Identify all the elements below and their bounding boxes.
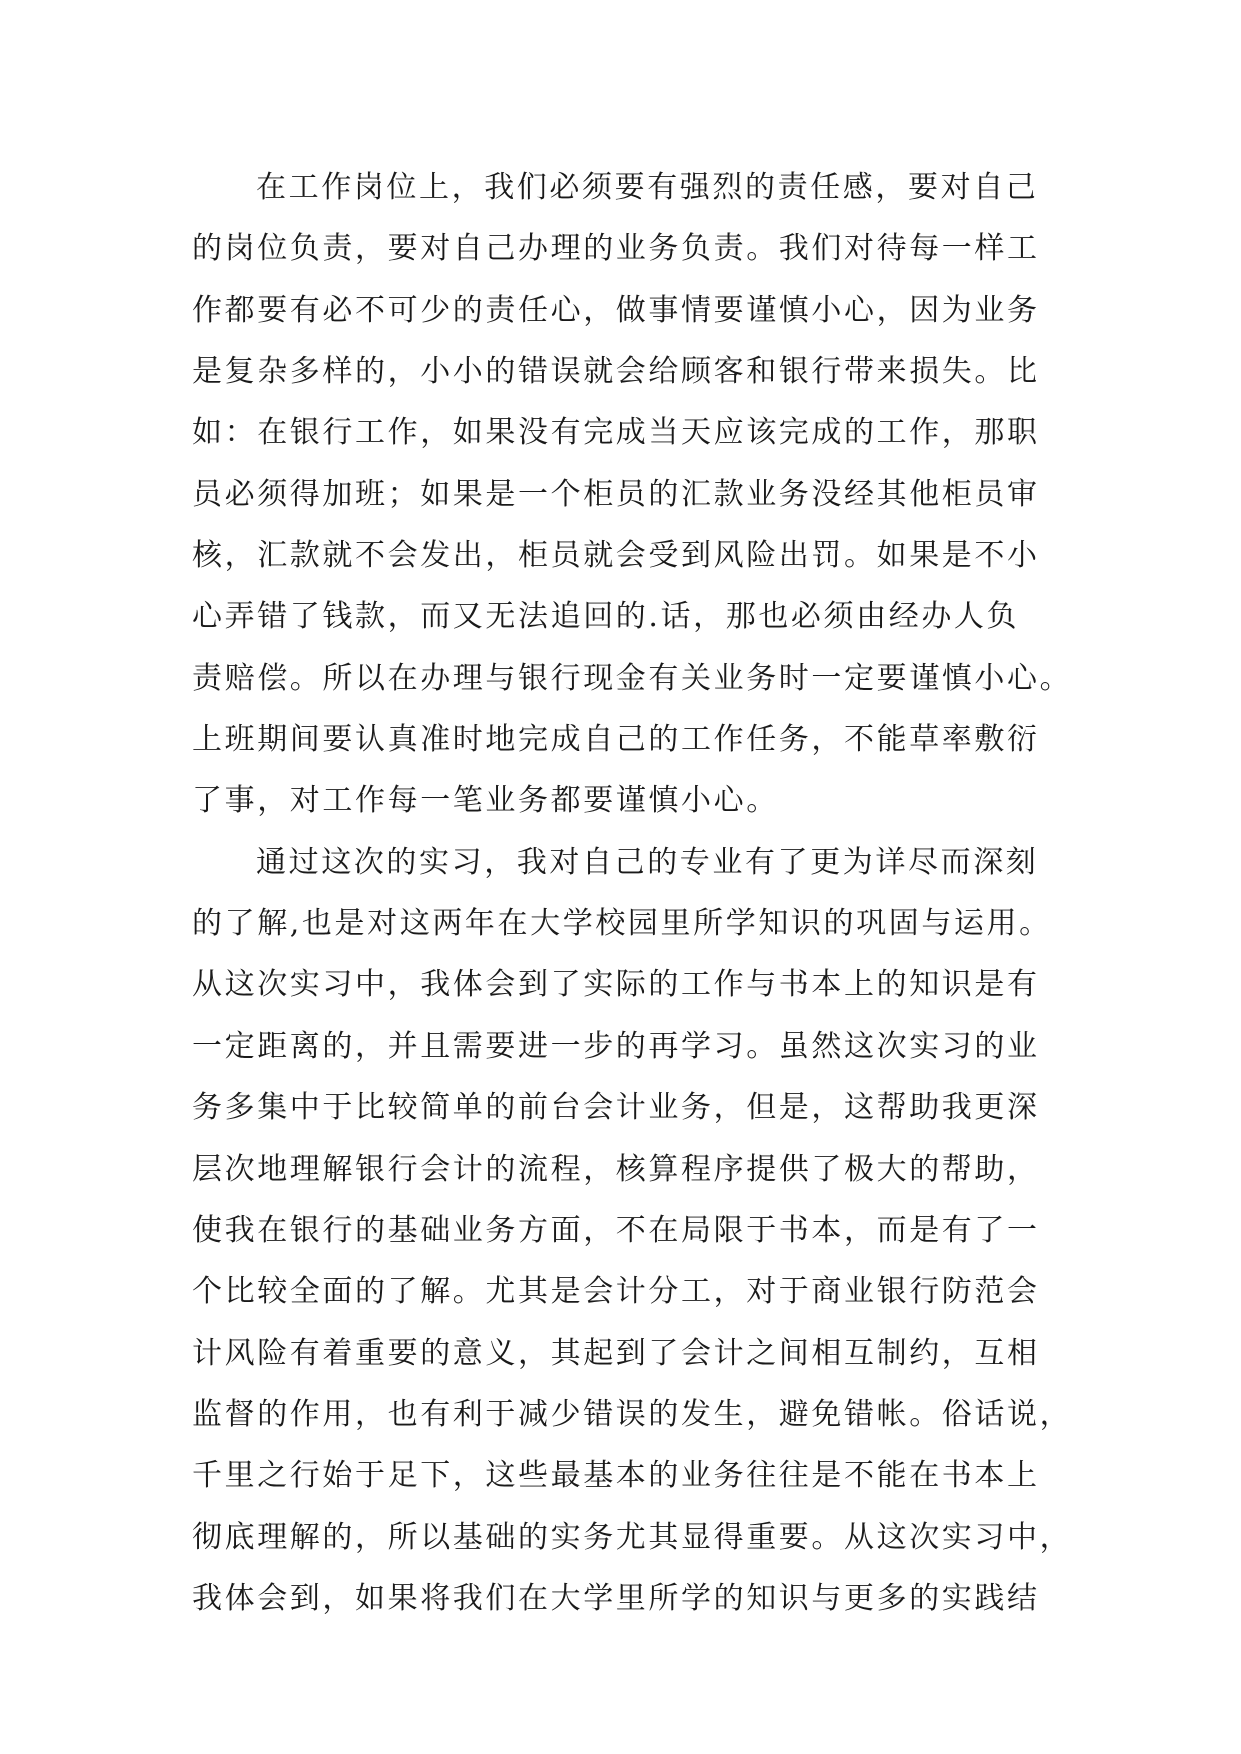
- paragraph-1-line-11: 了事，对工作每一笔业务都要谨慎小心。: [192, 783, 779, 819]
- paragraph-1-line-1: 在工作岗位上，我们必须要有强烈的责任感，要对自己: [256, 170, 1039, 205]
- paragraph-2-line-8: 个比较全面的了解。尤其是会计分工，对于商业银行防范会: [192, 1274, 1040, 1310]
- paragraph-1-line-7: 核，汇款就不会发出，柜员就会受到风险出罚。如果是不小: [192, 538, 1040, 574]
- paragraph-1-line-2: 的岗位负责，要对自己办理的业务负责。我们对待每一样工: [192, 231, 1040, 267]
- paragraph-2-line-5: 务多集中于比较简单的前台会计业务，但是，这帮助我更深: [192, 1090, 1040, 1126]
- body-text: [192, 157, 1073, 1629]
- paragraph-1-line-5: 如：在银行工作，如果没有完成当天应该完成的工作，那职: [192, 415, 1040, 451]
- paragraph-2-line-2: 的了解,也是对这两年在大学校园里所学知识的巩固与运用。: [192, 906, 1052, 942]
- paragraph-2-line-1: 通过这次的实习，我对自己的专业有了更为详尽而深刻: [256, 844, 1039, 880]
- paragraph-1-line-8: 心弄错了钱款，而又无法追回的.话，那也必须由经办人负: [192, 599, 1020, 635]
- paragraph-2-line-9: 计风险有着重要的意义，其起到了会计之间相互制约，互相: [192, 1335, 1040, 1371]
- paragraph-2-line-3: 从这次实习中，我体会到了实际的工作与书本上的知识是有: [192, 967, 1040, 1003]
- paragraph-1-line-6: 员必须得加班；如果是一个柜员的汇款业务没经其他柜员审: [192, 476, 1040, 512]
- paragraph-2-line-4: 一定距离的，并且需要进一步的再学习。虽然这次实习的业: [192, 1028, 1040, 1064]
- paragraph-1-line-3: 作都要有必不可少的责任心，做事情要谨慎小心，因为业务: [192, 292, 1040, 328]
- paragraph-1-line-9: 责赔偿。所以在办理与银行现金有关业务时一定要谨慎小心。: [192, 660, 1073, 696]
- paragraph-2-line-13: 我体会到，如果将我们在大学里所学的知识与更多的实践结: [192, 1580, 1040, 1616]
- paragraph-1-line-10: 上班期间要认真准时地完成自己的工作任务，不能草率敷衍: [192, 722, 1040, 758]
- paragraph-2-line-7: 使我在银行的基础业务方面，不在局限于书本，而是有了一: [192, 1212, 1040, 1248]
- paragraph-1-line-4: 是复杂多样的，小小的错误就会给顾客和银行带来损失。比: [192, 354, 1040, 390]
- paragraph-2-line-12: 彻底理解的，所以基础的实务尤其显得重要。从这次实习中，: [192, 1519, 1073, 1555]
- paragraph-2-line-10: 监督的作用，也有利于减少错误的发生，避免错帐。俗话说，: [192, 1396, 1073, 1432]
- paragraph-2-line-11: 千里之行始于足下，这些最基本的业务往往是不能在书本上: [192, 1458, 1040, 1494]
- paragraph-2-line-6: 层次地理解银行会计的流程，核算程序提供了极大的帮助，: [192, 1151, 1040, 1187]
